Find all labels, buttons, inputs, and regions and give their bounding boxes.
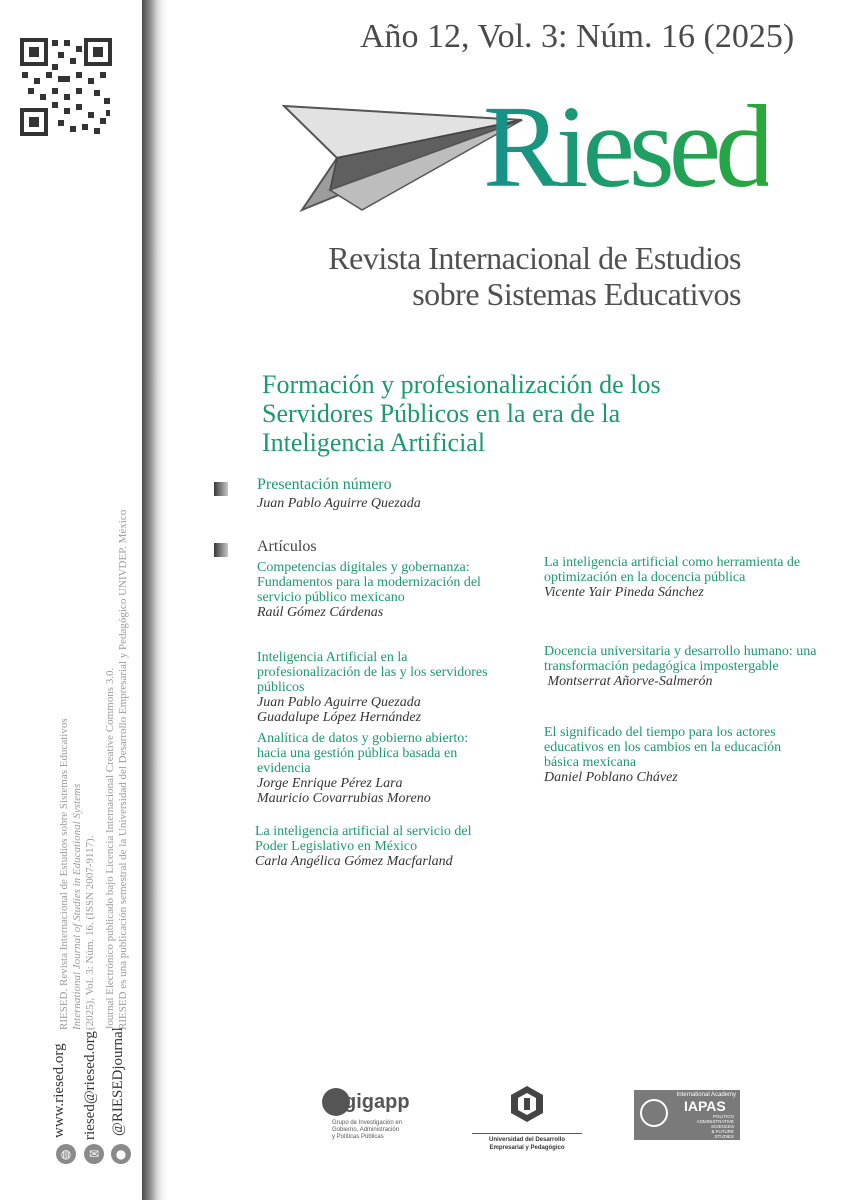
license-line-1: Journal Electrónico publicado bajo Licencia Internacional Creative Commons 3.0.	[104, 667, 116, 1030]
globe-icon: ◍	[56, 1144, 76, 1164]
article-title: Analítica de datos y gobierno abierto: hacia una gestión pública basada en evidencia	[257, 731, 469, 776]
univdep-logo	[472, 1084, 582, 1152]
journal-title-line-1: Revista Internacional de Estudios	[328, 240, 741, 276]
qr-code	[20, 38, 112, 136]
gigapp-caption-3: y Políticas Públicas	[332, 1134, 384, 1140]
citation-line-2: International Journal of Studies in Educational Systems	[71, 783, 83, 1030]
article-author: Mauricio Covarrubias Moreno	[257, 791, 431, 806]
mail-icon: ✉	[84, 1144, 104, 1164]
articles-heading: Artículos	[257, 538, 317, 555]
iapas-line-1: POLITICO	[712, 1114, 734, 1119]
univdep-line-1: Universidad del Desarrollo	[488, 1137, 566, 1143]
article-author: Carla Angélica Gómez Macfarland	[255, 854, 453, 869]
article-author: Raúl Gómez Cárdenas	[257, 605, 384, 620]
article-author: Daniel Poblano Chávez	[544, 770, 678, 785]
article-right-3[interactable]	[544, 725, 806, 785]
email-link[interactable]: riesed@riesed.org	[82, 1031, 98, 1140]
twitter-link[interactable]: @RIESEDjournal	[110, 1027, 126, 1136]
license-line-2: RIESED es una publicación semestral de la Universidad del Desarrollo Empresarial y Pedagógico UNIVDEP. México	[117, 509, 129, 1030]
article-title: La inteligencia artificial como herramienta de optimización en la docencia pública	[544, 555, 801, 585]
gigapp-logo	[322, 1088, 422, 1141]
bird-icon: ●	[111, 1144, 131, 1164]
brand-logo: Riesed	[483, 81, 769, 212]
article-left-2[interactable]	[257, 650, 507, 725]
bullet-square	[214, 482, 228, 496]
article-left-4[interactable]	[255, 824, 495, 869]
journal-title	[328, 240, 741, 312]
iapas-logo	[634, 1090, 740, 1140]
article-author: Jorge Enrique Pérez Lara	[257, 776, 403, 791]
issue-theme-title	[262, 370, 661, 457]
article-title: Inteligencia Artificial en la profesionalización de las y los servidores públicos	[257, 650, 488, 695]
article-author: Vicente Yair Pineda Sánchez	[544, 585, 704, 600]
gigapp-name: gigapp	[344, 1090, 410, 1113]
univdep-line-2: Empresarial y Pedagógico	[489, 1145, 565, 1151]
gradient-bar	[142, 0, 168, 1200]
article-title: La inteligencia artificial al servicio del Poder Legislativo en México	[255, 824, 472, 854]
article-title: Docencia universitaria y desarrollo humano: una transformación pedagógica impostergable	[544, 644, 817, 674]
presentation-author: Juan Pablo Aguirre Quezada	[257, 496, 421, 511]
article-author: Montserrat Añorve-Salmerón	[544, 674, 713, 689]
article-title: El significado del tiempo para los actores educativos en los cambios en la educación básica mexicana	[544, 725, 782, 770]
citation-line-3: (2025), Vol. 3: Núm. 16. (ISSN 2007-9117).	[84, 835, 96, 1030]
article-author: Juan Pablo Aguirre Quezada	[257, 695, 421, 710]
iapas-line-5: STUDIES	[714, 1134, 734, 1139]
theme-line-2: Servidores Públicos en la era de la	[262, 399, 621, 428]
iapas-line-4: & FUTURE	[711, 1129, 734, 1134]
theme-line-3: Inteligencia Artificial	[262, 428, 486, 457]
article-right-1[interactable]	[544, 555, 819, 600]
citation-line-1: RIESED. Revista Internacional de Estudios sobre Sistemas Educativos	[58, 718, 70, 1030]
sidebar-license	[104, 510, 130, 1030]
article-right-2[interactable]	[544, 644, 824, 689]
globe-icon	[640, 1099, 668, 1127]
gigapp-caption-1: Grupo de Investigación en	[332, 1120, 403, 1126]
iapas-line-3: SCIENCES	[710, 1124, 734, 1129]
iapas-top-text: International Academy	[676, 1092, 736, 1098]
iapas-name: IAPAS	[684, 1098, 726, 1114]
gigapp-caption-2: Gobierno, Administración	[332, 1127, 400, 1133]
sidebar-citation	[58, 718, 97, 1030]
theme-line-1: Formación y profesionalización de los	[262, 370, 661, 399]
journal-title-line-2: sobre Sistemas Educativos	[412, 276, 741, 312]
univdep-emblem-icon	[507, 1084, 547, 1124]
article-title: Competencias digitales y gobernanza: Fundamentos para la modernización del servicio público mexicano	[257, 560, 481, 605]
bullet-square	[214, 543, 228, 557]
presentation-heading: Presentación número	[257, 476, 392, 493]
article-left-1[interactable]	[257, 560, 527, 620]
article-author: Guadalupe López Hernández	[257, 710, 422, 725]
iapas-line-2: ADMINISTRATIVE	[696, 1119, 734, 1124]
website-link[interactable]: www.riesed.org	[51, 1043, 67, 1138]
issue-info: Año 12, Vol. 3: Núm. 16 (2025)	[360, 18, 795, 55]
article-left-3[interactable]	[257, 731, 492, 806]
